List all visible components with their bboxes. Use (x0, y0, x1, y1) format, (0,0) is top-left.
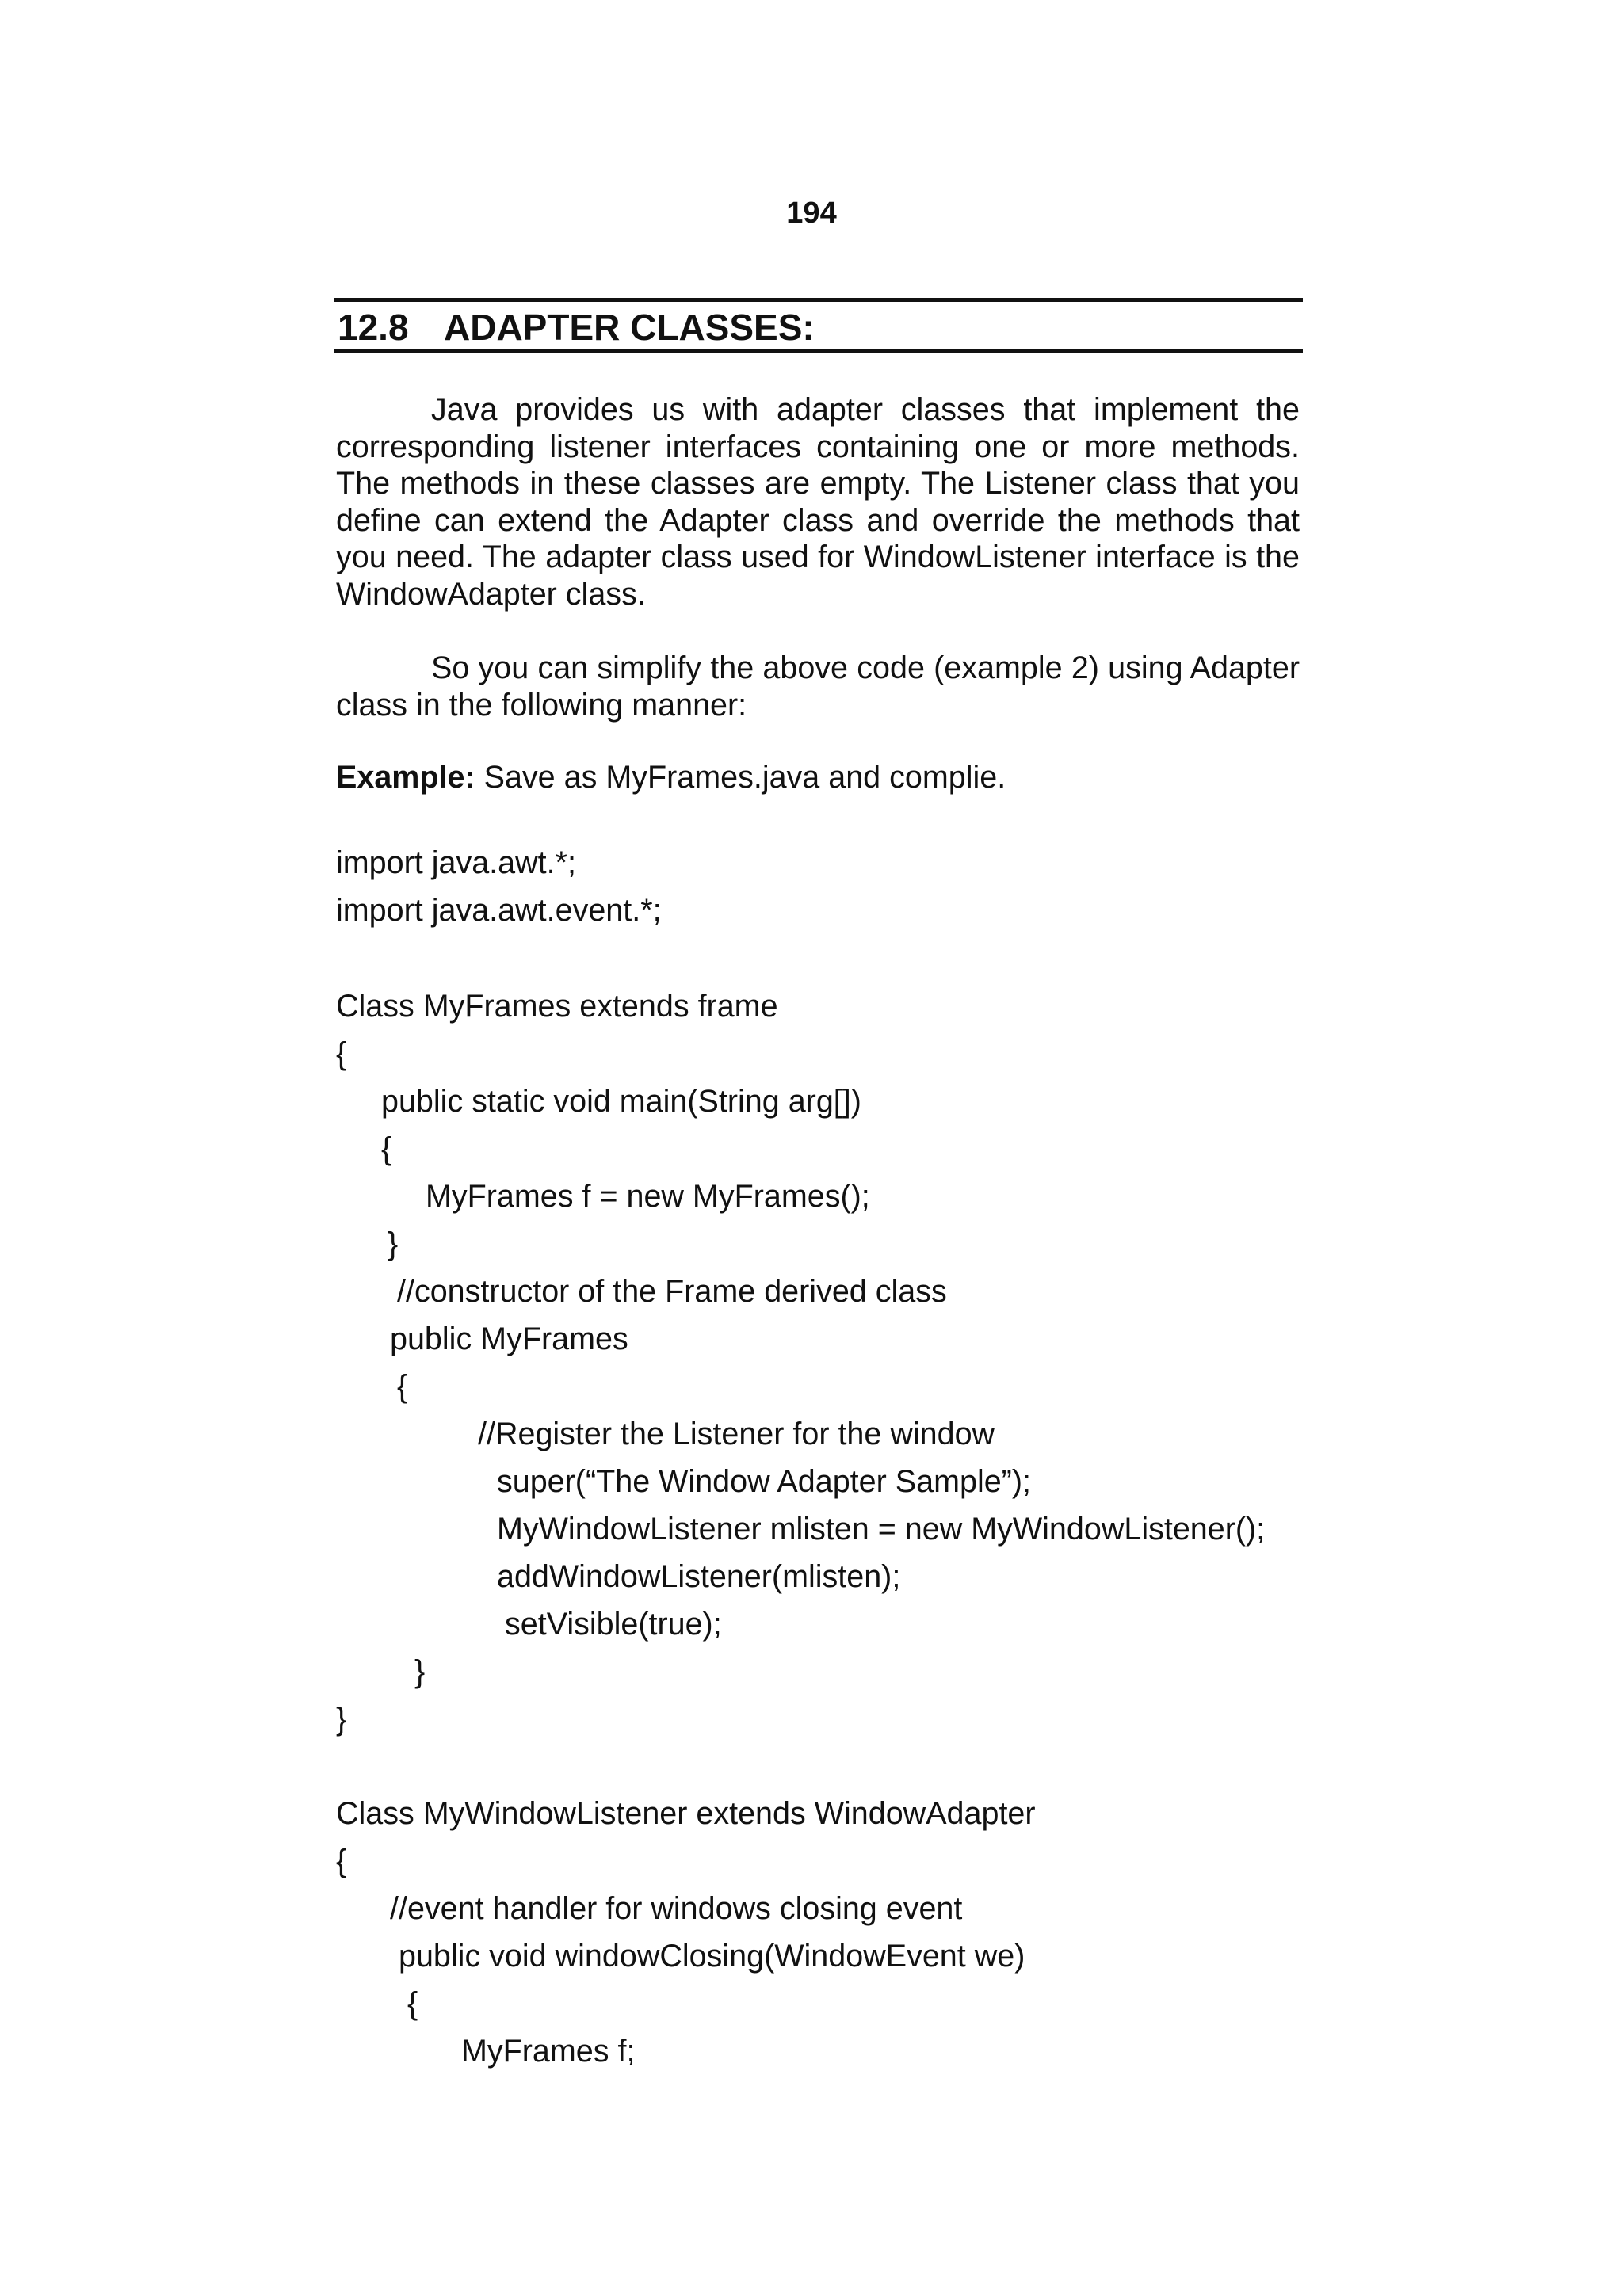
code-line: public static void main(String arg[]) (381, 1084, 861, 1119)
page-number: 194 (786, 196, 837, 230)
code-line: } (336, 1702, 347, 1737)
code-line: public MyFrames (390, 1322, 628, 1356)
code-line: } (388, 1226, 399, 1261)
example-label: Example: (336, 760, 475, 795)
code-line: } (414, 1654, 426, 1689)
code-line: MyFrames f; (461, 2034, 636, 2069)
code-line: { (397, 1369, 408, 1404)
example-text: Save as MyFrames.java and complie. (475, 760, 1006, 795)
code-line: { (336, 1036, 347, 1071)
section-title: ADAPTER CLASSES: (444, 307, 815, 348)
code-line: import java.awt.event.*; (336, 893, 662, 928)
code-line: setVisible(true); (505, 1607, 722, 1642)
code-line: MyFrames f = new MyFrames(); (426, 1179, 870, 1214)
code-line: MyWindowListener mlisten = new MyWindowListener(); (497, 1512, 1266, 1547)
code-line: Class MyFrames extends frame (336, 989, 778, 1024)
code-line: //Register the Listener for the window (478, 1417, 995, 1451)
code-line: public void windowClosing(WindowEvent we) (399, 1939, 1025, 1974)
code-line: super(“The Window Adapter Sample”); (497, 1464, 1031, 1499)
code-line: addWindowListener(mlisten); (497, 1559, 901, 1594)
code-line: { (407, 1986, 418, 2021)
code-line: { (381, 1131, 392, 1166)
paragraph-text: So you can simplify the above code (example 2) using Adapter class in the following manner: (336, 650, 1300, 723)
code-line: import java.awt.*; (336, 845, 576, 880)
code-line: { (336, 1844, 347, 1878)
code-line: //event handler for windows closing event (390, 1891, 963, 1926)
section-number: 12.8 (338, 307, 409, 348)
code-line: //constructor of the Frame derived class (397, 1274, 947, 1309)
code-line: Class MyWindowListener extends WindowAdapter (336, 1796, 1036, 1831)
paragraph-text: Java provides us with adapter classes that implement the corresponding listener interfaces containing one or more methods. The methods in these classes are empty. The Listener class that you define can extend the Adapter class and override the methods that you need. The adapter class used for WindowListener interface is the WindowAdapter class. (336, 392, 1300, 612)
